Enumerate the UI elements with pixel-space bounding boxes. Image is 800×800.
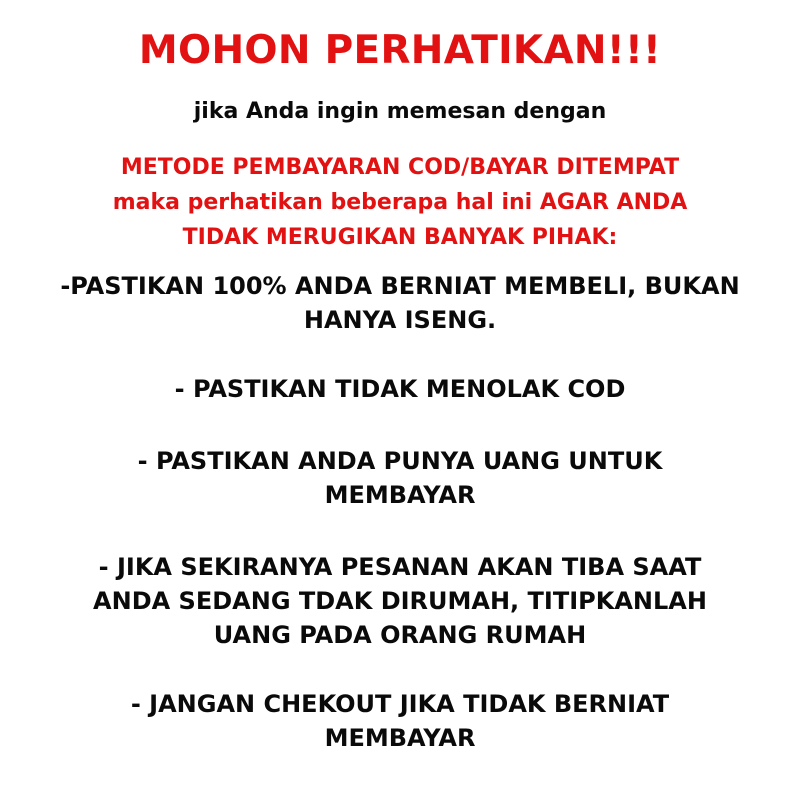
point-text: - PASTIKAN TIDAK MENOLAK COD bbox=[174, 375, 626, 403]
point-text: MEMBAYAR bbox=[324, 724, 476, 752]
point-text: - JANGAN CHEKOUT JIKA TIDAK BERNIAT bbox=[130, 690, 670, 718]
point-text: MEMBAYAR bbox=[324, 481, 476, 509]
point-text: UANG PADA ORANG RUMAH bbox=[213, 621, 587, 649]
intro-text: jika Anda ingin memesan dengan bbox=[193, 99, 607, 124]
warning-line: METODE PEMBAYARAN COD/BAYAR DITEMPAT bbox=[120, 155, 680, 180]
warning-line: TIDAK MERUGIKAN BANYAK PIHAK: bbox=[182, 225, 618, 250]
point-text: -PASTIKAN 100% ANDA BERNIAT MEMBELI, BUKAN bbox=[60, 272, 740, 300]
notice-title: MOHON PERHATIKAN!!! bbox=[138, 28, 662, 73]
warning-line: maka perhatikan beberapa hal ini AGAR ANDA bbox=[112, 190, 688, 215]
point-text: - JIKA SEKIRANYA PESANAN AKAN TIBA SAAT bbox=[98, 553, 702, 581]
point-text: - PASTIKAN ANDA PUNYA UANG UNTUK bbox=[137, 447, 663, 475]
point-text: HANYA ISENG. bbox=[303, 306, 497, 334]
point-text: ANDA SEDANG TDAK DIRUMAH, TITIPKANLAH bbox=[93, 587, 707, 615]
